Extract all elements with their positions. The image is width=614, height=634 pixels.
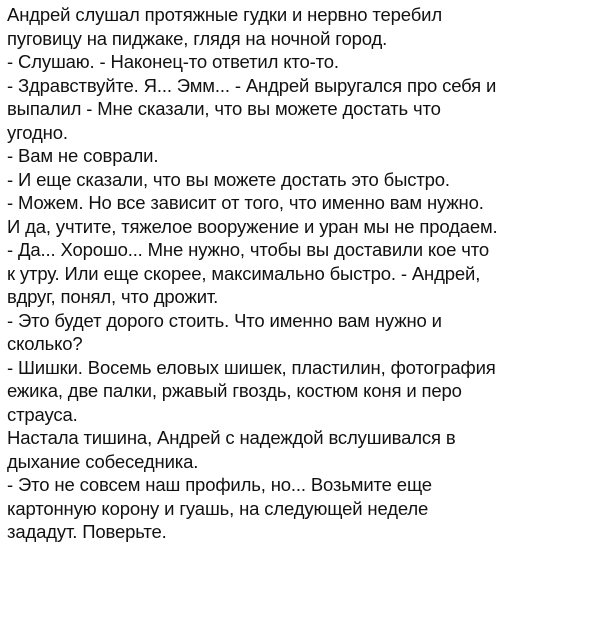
text-line: - Шишки. Восемь еловых шишек, пластилин, фотография (7, 356, 496, 378)
text-line: угодно. (7, 121, 68, 143)
text-line: - Да... Хорошо... Мне нужно, чтобы вы доставили кое что (7, 239, 490, 260)
text-line: выпалил - Мне сказали, что вы можете достать что (7, 98, 441, 119)
text-line: И да, учтите, тяжелое вооружение и уран мы не продаем. (7, 215, 498, 237)
text-line: зададут. Поверьте. (7, 521, 167, 542)
text-line: к утру. Или еще скорее, максимально быстро. - Андрей, (7, 262, 481, 284)
text-line: вдруг, понял, что дрожит. (7, 286, 219, 307)
text-line: - Можем. Но все зависит от того, что именно вам нужно. (7, 192, 484, 213)
text-line: ежика, две палки, ржавый гвоздь, костюм коня и перо (7, 380, 462, 401)
text-line: Андрей слушал протяжные гудки и нервно теребил (7, 4, 442, 25)
text-line: - Слушаю. - Наконец-то ответил кто-то. (7, 51, 339, 72)
text-line: Настала тишина, Андрей с надеждой вслушивался в (7, 427, 456, 448)
text-line: сколько? (7, 333, 83, 354)
text-line: - И еще сказали, что вы можете достать это быстро. (7, 168, 450, 190)
text-line: пуговицу на пиджаке, глядя на ночной город. (7, 27, 388, 49)
text-line: - Это не совсем наш профиль, но... Возьмите еще (7, 474, 432, 495)
text-line: страуса. (7, 403, 78, 425)
text-line: - Здравствуйте. Я... Эмм... - Андрей выругался про себя и (7, 74, 497, 96)
text-line: картонную корону и гуашь, на следующей неделе (7, 497, 429, 519)
text-line: дыхание собеседника. (7, 450, 199, 472)
text-line: - Это будет дорого стоить. Что именно вам нужно и (7, 309, 442, 331)
text-line: - Вам не соврали. (7, 145, 159, 166)
